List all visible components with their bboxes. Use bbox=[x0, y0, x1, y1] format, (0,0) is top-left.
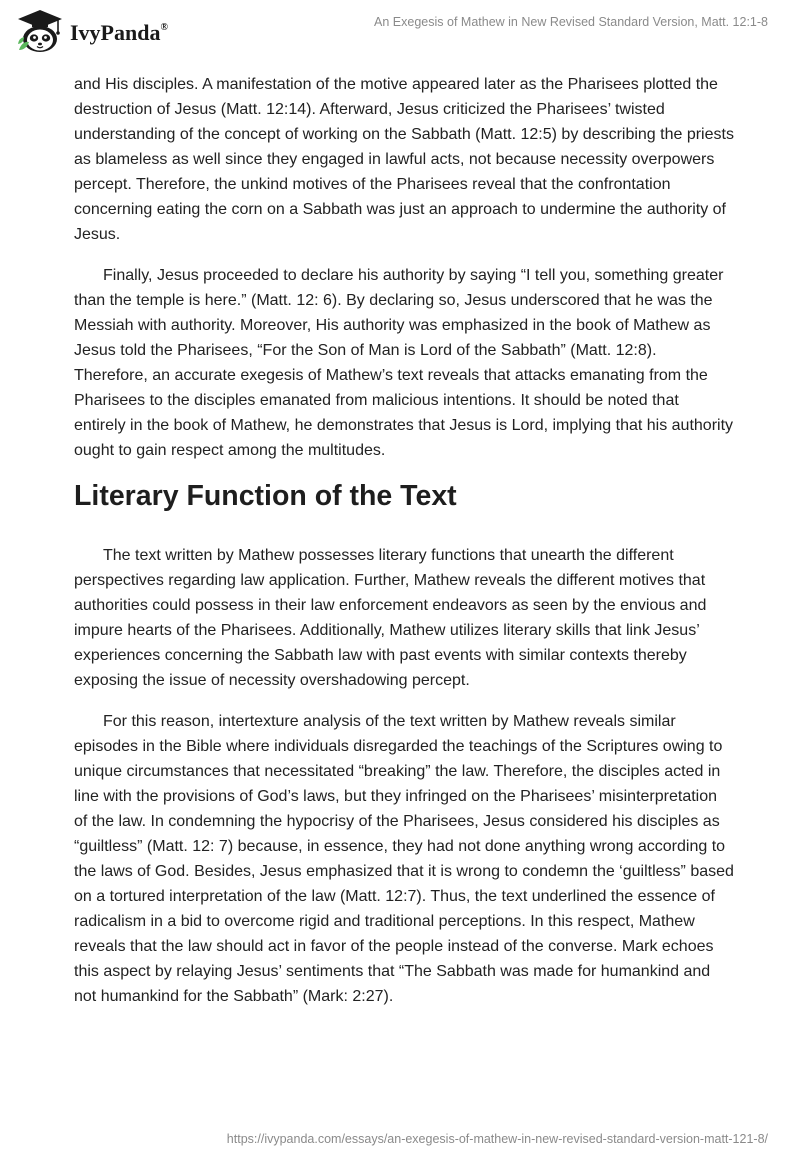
panda-mascot-icon bbox=[16, 8, 64, 54]
paragraph: The text written by Mathew possesses literary functions that unearth the different perspectives regarding law application. Further, Mathew reveals the different motives that authorities could possess in their law enforcement endeavors as seen by the envious and impure hearts of the Pharisees. Additionally, Mathew utilizes literary skills that link Jesus’ experiences concerning the Sabbath law with past events with similar contexts thereby exposing the issue of necessity overshadowing percept. bbox=[74, 547, 707, 689]
registered-mark: ® bbox=[160, 21, 168, 33]
paragraph: For this reason, intertexture analysis of the text written by Mathew reveals similar episodes in the Bible where individuals disregarded the teachings of the Scriptures owing to unique circumstances that necessitated “breaking” the law. Therefore, the disciples acted in line with the provisions of God’s laws, but they infringed on the Pharisees’ misinterpretation of the law. In condemning the hypocrisy of the Pharisees, Jesus considered his disciples as “guiltless” (Matt. 12: 7) because, in essence, they had not done anything wrong according to the laws of God. Besides, Jesus emphasized that it is wrong to condemn the ‘guiltless” based on a tortured interpretation of the law (Matt. 12:7). Thus, the text underlined the essence of radicalism in a bid to overcome rigid and traditional perceptions. In this respect, Mathew reveals that the law should act in favor of the people instead of the converse. Mark echoes this aspect by relaying Jesus’ sentiments that “The Sabbath was made for humankind and not humankind for the Sabbath” (Mark: 2:27). bbox=[74, 713, 734, 1005]
section-heading: Literary Function of the Text bbox=[74, 480, 457, 512]
paragraph: and His disciples. A manifestation of the motive appeared later as the Pharisees plotted the destruction of Jesus (Matt. 12:14). Afterward, Jesus criticized the Pharisees’ twisted understanding of the concept of working on the Sabbath (Matt. 12:5) by describing the priests as blameless as well since they engaged in lawful acts, not because necessity overpowers percept. Therefore, the unkind motives of the Pharisees reveal that the confrontation concerning eating the corn on a Sabbath was just an approach to undermine the authority of Jesus. bbox=[74, 76, 734, 243]
source-url[interactable]: https://ivypanda.com/essays/an-exegesis-of-mathew-in-new-revised-standard-version-matt-121-8/ bbox=[226, 1132, 768, 1146]
page-header bbox=[0, 0, 800, 64]
paragraph: Finally, Jesus proceeded to declare his authority by saying “I tell you, something greater than the temple is here.” (Matt. 12: 6). By declaring so, Jesus underscored that he was the Messiah with authority. Moreover, His authority was emphasized in the book of Mathew as Jesus told the Pharisees, “For the Son of Man is Lord of the Sabbath” (Matt. 12:8). Therefore, an accurate exegesis of Mathew’s text reveals that attacks emanating from the Pharisees to the disciples emanated from malicious intentions. It should be noted that entirely in the book of Mathew, he demonstrates that Jesus is Lord, implying that his authority ought to gain respect among the multitudes. bbox=[74, 267, 734, 459]
essay-body bbox=[74, 72, 734, 1025]
ivypanda-logo[interactable] bbox=[16, 8, 168, 54]
document-title: An Exegesis of Mathew in New Revised Standard Version, Matt. 12:1-8 bbox=[374, 15, 768, 29]
brand-name: IvyPanda® bbox=[70, 20, 168, 45]
